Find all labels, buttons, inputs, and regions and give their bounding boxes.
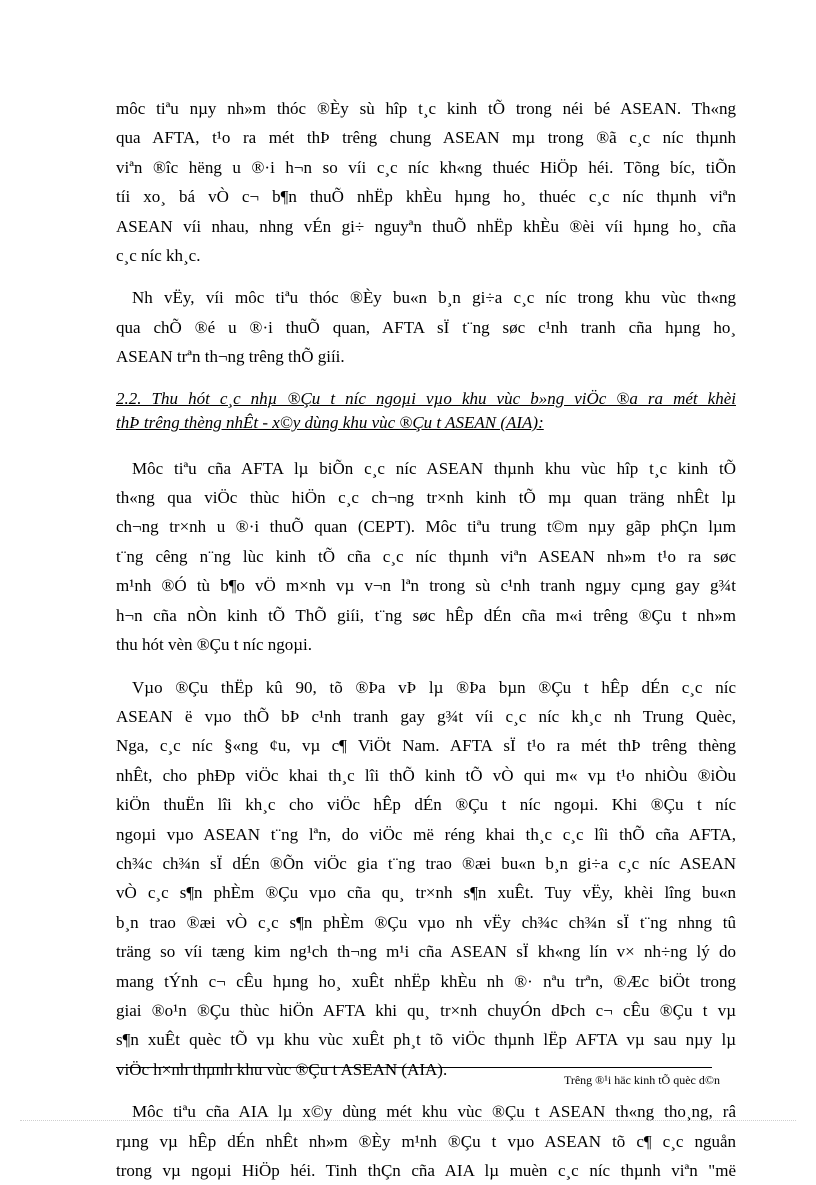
text-line: nhÊt, cho phÐp viÖc khai th¸c lîi thÕ kinh tÕ vÒ qui m« vµ t¹o nhiÒu ®iÒu	[116, 765, 736, 785]
text-line: tíi xo¸ bá vÒ c¬ b¶n thuÕ nhËp khÈu hµng ho¸ thuéc c¸c níc thµnh viªn	[116, 187, 736, 207]
text-line: vÒ c¸c s¶n phÈm ®Çu vµo cña qu¸ tr×nh s¶n xuÊt. Tuy vËy, khèi lîng bu«n	[116, 883, 736, 903]
text-line: c¸c níc kh¸c.	[116, 246, 201, 266]
text-line: trong vµ ngoµi HiÖp héi. Tinh thÇn cña AIA lµ muèn c¸c níc thµnh viªn "më	[116, 1161, 736, 1180]
text-line: Vµo ®Çu thËp kû 90, tõ ®Þa vÞ lµ ®Þa bµn ®Çu t hÊp dÉn c¸c níc	[132, 677, 736, 697]
text-line: rµng vµ hÊp dÉn nhÊt nh»m ®Èy m¹nh ®Çu t vµo ASEAN tõ c¶ c¸c nguån	[116, 1131, 736, 1151]
text-line: Môc tiªu cña AFTA lµ biÕn c¸c níc ASEAN thµnh khu vùc hîp t¸c kinh tÕ	[132, 458, 736, 478]
text-line: ch¬ng tr×nh u ®·i thuÕ quan (CEPT). Môc tiªu trung t©m nµy gãp phÇn lµm	[116, 517, 736, 537]
text-line: thu hót vèn ®Çu t níc ngoµi.	[116, 635, 313, 655]
text-line: qua chÕ ®é u ®·i thuÕ quan, AFTA sÏ t¨ng søc c¹nh tranh cña hµng ho¸	[116, 317, 736, 337]
page-bottom-edge	[20, 1120, 796, 1121]
text-line: m¹nh ®Ó tù b¶o vÖ m×nh vµ v¬n lªn trong sù c¹nh tranh ngµy cµng gay g¾t	[116, 576, 736, 596]
text-line: Nh vËy, víi môc tiªu thóc ®Èy bu«n b¸n gi÷a c¸c níc trong khu vùc th«ng	[132, 288, 736, 308]
footer-divider	[116, 1067, 712, 1068]
paragraph-5	[116, 1097, 736, 1185]
text-line: ASEAN trªn th¬ng trêng thÕ giíi.	[116, 347, 345, 367]
text-line: träng so víi tæng kim ng¹ch th¬ng m¹i cña ASEAN sÏ kh«ng lín v× nh÷ng lý do	[116, 942, 736, 962]
heading-line: thÞ trêng thèng nhÊt - x©y dùng khu vùc ®Çu t ASEAN (AIA):	[116, 413, 544, 433]
text-line: th«ng qua viÖc thùc hiÖn c¸c ch¬ng tr×nh kinh tÕ mµ quan träng nhÊt lµ	[116, 488, 736, 508]
paragraph-1	[116, 94, 736, 270]
paragraph-4	[116, 673, 736, 1085]
text-line: kiÖn thuËn lîi kh¸c cho viÖc hÊp dÉn ®Çu t níc ngoµi. Khi ®Çu t níc	[116, 795, 736, 815]
text-line: ASEAN víi nhau, nhng vÉn gi÷ nguyªn thuÕ nhËp khÈu ®èi víi hµng ho¸ cña	[116, 216, 736, 236]
text-line: h¬n cña nÒn kinh tÕ ThÕ giíi, t¨ng søc hÊp dÉn cña m«i trêng ®Çu t nh»m	[116, 605, 736, 625]
text-line: viªn ®îc hëng u ®·i h¬n so víi c¸c níc kh«ng thuéc HiÖp héi. Tõng bíc, tiÕn	[116, 157, 736, 177]
text-line: ASEAN ë vµo thÕ bÞ c¹nh tranh gay g¾t víi c¸c níc kh¸c nh Trung Quèc,	[116, 706, 736, 726]
text-line: môc tiªu nµy nh»m thóc ®Èy sù hîp t¸c kinh tÕ trong néi bé ASEAN. Th«ng	[116, 99, 736, 118]
footer-institution: Trêng ®¹i häc kinh tÕ quèc d©n	[563, 1073, 720, 1087]
document-page	[116, 94, 736, 1185]
text-line: ch¾c ch¾n sÏ dÉn ®Õn viÖc gia t¨ng trao ®æi bu«n b¸n gi÷a c¸c níc ASEAN	[116, 853, 736, 873]
text-line: Nga, c¸c níc §«ng ¢u, vµ c¶ ViÖt Nam. AFTA sÏ t¹o ra mét thÞ trêng thèng	[116, 736, 736, 756]
text-line: Môc tiªu cña AIA lµ x©y dùng mét khu vùc ®Çu t ASEAN th«ng tho¸ng, râ	[132, 1102, 736, 1122]
text-line: t¨ng cêng n¨ng lùc kinh tÕ cña c¸c níc thµnh viªn ASEAN nh»m t¹o ra søc	[116, 546, 736, 566]
text-line: giai ®o¹n ®Çu thùc hiÖn AFTA khi qu¸ tr×nh chuyÓn dÞch c¬ cÊu ®Çu t vµ	[116, 1000, 736, 1020]
heading-line: 2.2. Thu hót c¸c nhµ ®Çu t níc ngoµi vµo khu vùc b»ng viÖc ®a ra mét khèi	[116, 388, 736, 408]
text-line: ngoµi vµo ASEAN t¨ng lªn, do viÖc më réng khai th¸c c¸c lîi thÕ cña AFTA,	[116, 824, 736, 844]
section-heading	[116, 387, 736, 436]
text-line: mang tÝnh c¬ cÊu hµng ho¸ xuÊt nhËp khÈu nh ®· nªu trªn, ®Æc biÖt trong	[116, 971, 736, 991]
paragraph-3	[116, 454, 736, 660]
paragraph-2	[116, 283, 736, 371]
text-line: qua AFTA, t¹o ra mét thÞ trêng chung ASEAN mµ trong ®ã c¸c níc thµnh	[116, 128, 736, 148]
text-line: s¶n xuÊt quèc tÕ vµ khu vùc xuÊt ph¸t tõ viÖc thµnh lËp AFTA vµ sau nµy lµ	[116, 1030, 736, 1050]
text-line: viÖc h×nh thµnh khu vùc ®Çu t ASEAN (AIA).	[116, 1059, 448, 1079]
text-line: b¸n trao ®æi vÒ c¸c s¶n phÈm ®Çu vµo nh vËy ch¾c ch¾n sÏ t¨ng nhng tû	[116, 912, 736, 932]
